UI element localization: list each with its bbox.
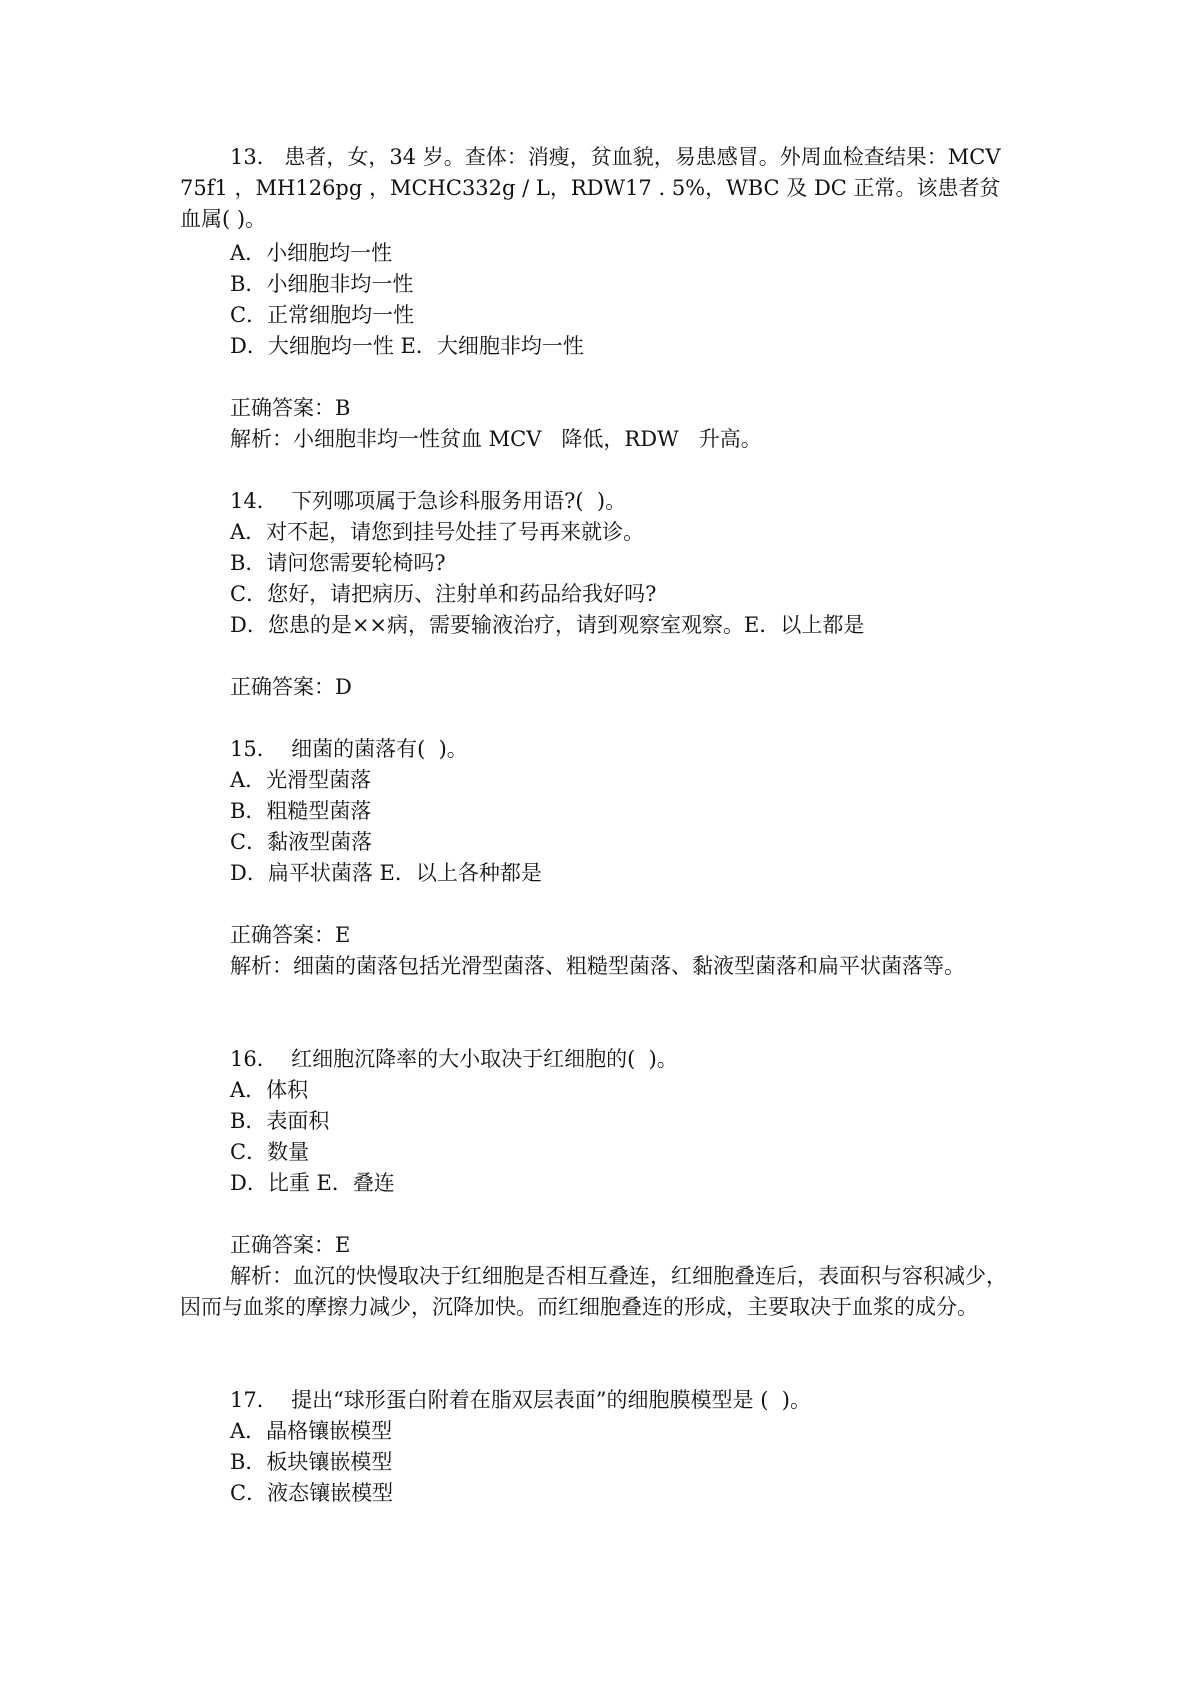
question-13-option-c: C．正常细胞均一性 <box>230 303 415 327</box>
question-16-option-a: A．体积 <box>230 1078 309 1102</box>
question-16-option-c: C．数量 <box>230 1140 310 1164</box>
question-17-option-b: B．板块镶嵌模型 <box>230 1450 393 1474</box>
question-15-analysis: 解析：细菌的菌落包括光滑型菌落、粗糙型菌落、黏液型菌落和扁平状菌落等。 <box>230 954 965 978</box>
question-13-option-a: A．小细胞均一性 <box>230 241 393 265</box>
question-15-option-b: B．粗糙型菌落 <box>230 799 372 823</box>
question-16-stem: 16． 红细胞沉降率的大小取决于红细胞的( )。 <box>230 1047 678 1071</box>
question-15-option-d-e: D．扁平状菌落 E．以上各种都是 <box>230 861 542 885</box>
question-13-option-b: B．小细胞非均一性 <box>230 272 414 296</box>
question-16-analysis: 解析：血沉的快慢取决于红细胞是否相互叠连，红细胞叠连后，表面积与容积减少，因而与血浆的摩擦力减少，沉降加快。而红细胞叠连的形成，主要取决于血浆的成分。 <box>180 1264 1007 1319</box>
question-13-stem: 13． 患者，女，34 岁。查体：消瘦，贫血貌，易患感冒。外周血检查结果：MCV75f1 ，MH126pg ，MCHC332g / L，RDW17 . 5%，WBC 及 DC 正常。该患者贫血属( )。 <box>180 145 1001 231</box>
question-15-option-c: C．黏液型菌落 <box>230 830 373 854</box>
question-14-stem: 14． 下列哪项属于急诊科服务用语?( )。 <box>230 489 627 513</box>
question-17-option-c: C．液态镶嵌模型 <box>230 1481 394 1505</box>
question-16-option-d-e: D．比重 E．叠连 <box>230 1171 395 1195</box>
question-15-answer: 正确答案：E <box>230 923 351 947</box>
question-14-option-b: B．请问您需要轮椅吗? <box>230 551 446 575</box>
question-13-option-d-e: D．大细胞均一性 E．大细胞非均一性 <box>230 334 584 358</box>
question-14-option-d-e: D．您患的是××病，需要输液治疗，请到观察室观察。E．以上都是 <box>230 613 865 637</box>
question-13-analysis: 解析：小细胞非均一性贫血 MCV 降低，RDW 升高。 <box>230 427 762 451</box>
question-13-answer: 正确答案：B <box>230 396 351 420</box>
question-17-option-a: A．晶格镶嵌模型 <box>230 1419 393 1443</box>
question-15-stem: 15． 细菌的菌落有( )。 <box>230 737 468 761</box>
question-14-option-a: A．对不起，请您到挂号处挂了号再来就诊。 <box>230 520 645 544</box>
question-15-option-a: A．光滑型菌落 <box>230 768 372 792</box>
question-16-answer: 正确答案：E <box>230 1233 351 1257</box>
question-14-answer: 正确答案：D <box>230 675 352 699</box>
question-17-stem: 17． 提出“球形蛋白附着在脂双层表面”的细胞膜模型是 ( )。 <box>230 1388 811 1412</box>
question-14-option-c: C．您好，请把病历、注射单和药品给我好吗? <box>230 582 657 606</box>
question-16-option-b: B．表面积 <box>230 1109 330 1133</box>
